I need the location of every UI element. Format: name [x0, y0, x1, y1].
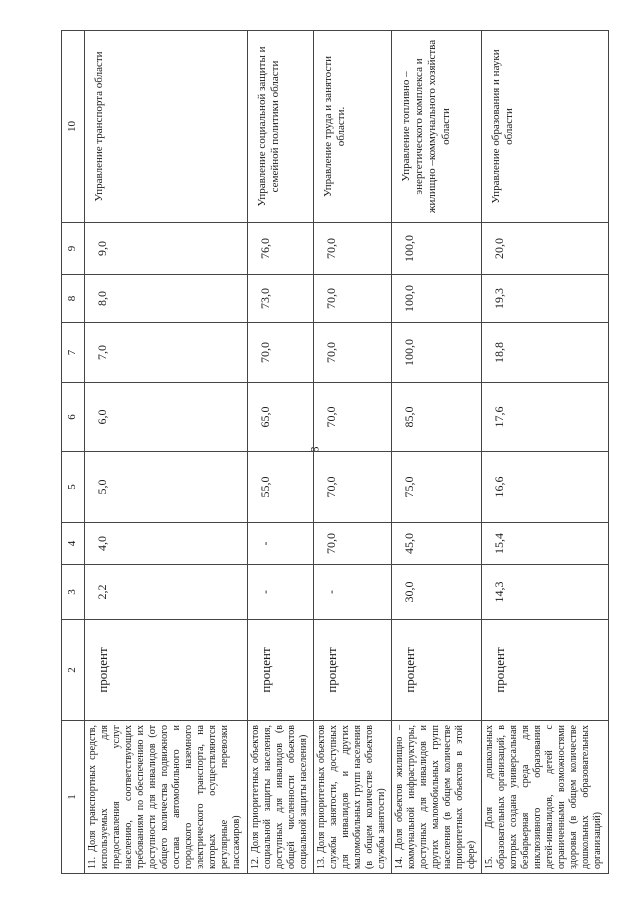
value-cell: 70,0: [314, 452, 392, 523]
value-cell: 20,0: [482, 223, 609, 275]
value-cell: 73,0: [248, 275, 314, 323]
indicator-name-cell: 11. Доля транспортных средств, используемых для предоставления услуг населению, соответствующих требованиям по обеспечению их доступности для инвалидов (от общего количества подвижного состава автомобильного и городского наземного электрического транспорта, на которых осуществляются регулярные перевозки пассажиров): [85, 721, 248, 874]
value-cell: 4,0: [85, 523, 248, 565]
responsible-cell: Управление образования и науки области: [482, 31, 609, 223]
value-cell: 15,4: [482, 523, 609, 565]
column-header: 1: [62, 721, 85, 874]
value-cell: 6,0: [85, 383, 248, 452]
responsible-cell: Управление топливно – энергетического комплекса и жилищно –коммунального хозяйства области: [392, 31, 482, 223]
column-header: 3: [62, 565, 85, 620]
value-cell: 85,0: [392, 383, 482, 452]
value-cell: 100,0: [392, 223, 482, 275]
column-header: 6: [62, 383, 85, 452]
value-cell: 70,0: [248, 323, 314, 383]
value-cell: 45,0: [392, 523, 482, 565]
responsible-cell: Управление транспорта области: [85, 31, 248, 223]
indicator-name-cell: 14. Доля объектов жилищно – коммунальной инфраструктуры, доступных для инвалидов и других маломобильных групп населения (в общем количестве приоритетных объектов в этой сфере): [392, 721, 482, 874]
indicator-name-cell: 12. Доля приоритетных объектов социальной защиты населения, доступных для инвалидов (в общей численности объектов социальной защиты населения): [248, 721, 314, 874]
value-cell: 70,0: [314, 383, 392, 452]
value-cell: 14,3: [482, 565, 609, 620]
value-cell: 18,8: [482, 323, 609, 383]
table-row: [392, 31, 482, 874]
value-cell: 75,0: [392, 452, 482, 523]
value-cell: -: [248, 523, 314, 565]
table-body: [85, 31, 609, 874]
unit-cell: процент: [392, 620, 482, 721]
column-header: 2: [62, 620, 85, 721]
value-cell: 7,0: [85, 323, 248, 383]
value-cell: 70,0: [314, 223, 392, 275]
value-cell: 30,0: [392, 565, 482, 620]
header-row: [62, 31, 85, 874]
value-cell: 70,0: [314, 523, 392, 565]
value-cell: 8,0: [85, 275, 248, 323]
value-cell: 76,0: [248, 223, 314, 275]
value-cell: 100,0: [392, 275, 482, 323]
indicator-name-cell: 13. Доля приоритетных объектов службы занятости, доступных для инвалидов и других маломобильных групп населения (в общем количестве объектов службы занятости): [314, 721, 392, 874]
table-row: [314, 31, 392, 874]
value-cell: 9,0: [85, 223, 248, 275]
value-cell: 2,2: [85, 565, 248, 620]
responsible-cell: Управление труда и занятости области.: [314, 31, 392, 223]
value-cell: 17,6: [482, 383, 609, 452]
indicator-name-cell: 15. Доля дошкольных образовательных организаций, в которых создана универсальная безбарьерная среда для инклюзивного образования детей-инвалидов, детей с ограниченными возможностями здоровья (в общем количестве дошкольных образовательных организаций): [482, 721, 609, 874]
column-header: 10: [62, 31, 85, 223]
column-header: 8: [62, 275, 85, 323]
column-header: 9: [62, 223, 85, 275]
responsible-cell: Управление социальной защиты и семейной политики области: [248, 31, 314, 223]
column-header: 5: [62, 452, 85, 523]
value-cell: 5,0: [85, 452, 248, 523]
value-cell: 100,0: [392, 323, 482, 383]
unit-cell: процент: [482, 620, 609, 721]
value-cell: 16,6: [482, 452, 609, 523]
column-header: 4: [62, 523, 85, 565]
value-cell: 65,0: [248, 383, 314, 452]
value-cell: 19,3: [482, 275, 609, 323]
value-cell: -: [248, 565, 314, 620]
unit-cell: процент: [314, 620, 392, 721]
value-cell: 70,0: [314, 275, 392, 323]
value-cell: 55,0: [248, 452, 314, 523]
table-row: [248, 31, 314, 874]
value-cell: -: [314, 565, 392, 620]
unit-cell: процент: [248, 620, 314, 721]
indicators-table-rotated: [61, 31, 609, 874]
page-number: 8: [307, 446, 322, 453]
indicators-table: [61, 30, 609, 874]
table-row: [482, 31, 609, 874]
table-row: [85, 31, 248, 874]
unit-cell: процент: [85, 620, 248, 721]
column-header: 7: [62, 323, 85, 383]
value-cell: 70,0: [314, 323, 392, 383]
